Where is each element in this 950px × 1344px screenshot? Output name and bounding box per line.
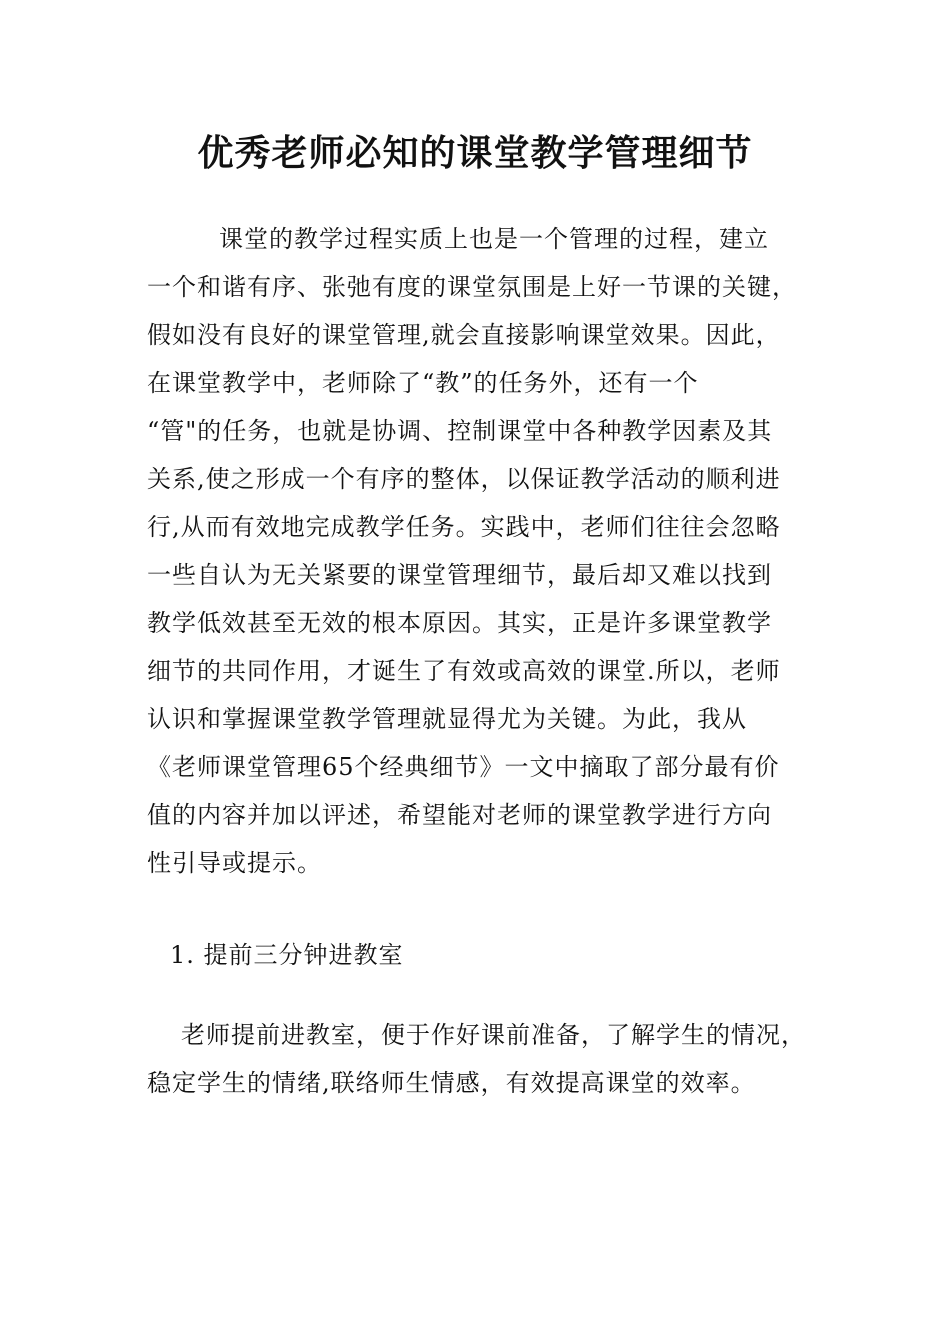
intro-line: 关系,使之形成一个有序的整体，以保证教学活动的顺利进 — [147, 465, 781, 493]
intro-line: 在课堂教学中，老师除了“教”的任务外，还有一个 — [147, 369, 699, 397]
intro-line: 性引导或提示。 — [147, 849, 322, 877]
intro-line: 课堂的教学过程实质上也是一个管理的过程，建立 — [219, 225, 769, 253]
intro-line: 教学低效甚至无效的根本原因。其实，正是许多课堂教学 — [147, 609, 772, 637]
document-title: 优秀老师必知的课堂教学管理细节 — [197, 132, 753, 174]
intro-line: 一些自认为无关紧要的课堂管理细节，最后却又难以找到 — [147, 561, 772, 589]
intro-line: 值的内容并加以评述，希望能对老师的课堂教学进行方向 — [147, 801, 772, 829]
section-heading: 1. 提前三分钟进教室 — [170, 941, 404, 969]
section-line: 老师提前进教室，便于作好课前准备，了解学生的情况， — [181, 1021, 806, 1049]
intro-line: 细节的共同作用，才诞生了有效或高效的课堂.所以，老师 — [147, 657, 781, 685]
intro-line: 《老师课堂管理65个经典细节》一文中摘取了部分最有价 — [147, 753, 780, 781]
intro-line: “管"的任务，也就是协调、控制课堂中各种教学因素及其 — [147, 417, 773, 445]
intro-line: 一个和谐有序、张弛有度的课堂氛围是上好一节课的关键， — [147, 273, 797, 301]
intro-line: 假如没有良好的课堂管理,就会直接影响课堂效果。因此， — [147, 321, 781, 349]
intro-line: 认识和掌握课堂教学管理就显得尤为关键。为此，我从 — [147, 705, 747, 733]
section-line: 稳定学生的情绪,联络师生情感，有效提高课堂的效率。 — [147, 1069, 756, 1097]
intro-line: 行,从而有效地完成教学任务。实践中，老师们往往会忽略 — [147, 513, 781, 541]
